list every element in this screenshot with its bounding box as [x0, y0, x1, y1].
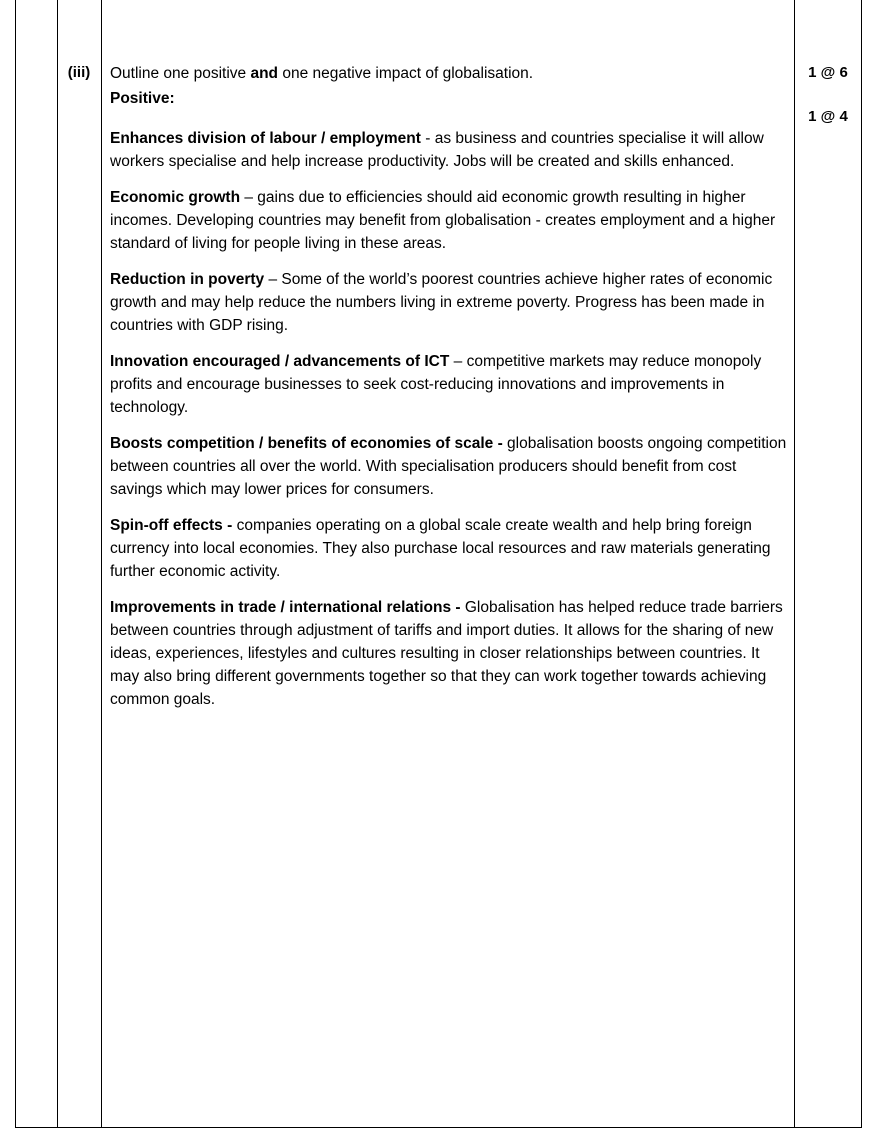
point-body: – gains due to efficiencies should aid economic growth resulting in higher incomes. Developing countries may benefit from globalisation - creates employment and a higher standard of living for people living in these areas.: [110, 189, 776, 252]
point-title: Boosts competition / benefits of economies of scale -: [110, 435, 503, 452]
table-border-right: [861, 0, 862, 1128]
point-innovation: [110, 350, 790, 419]
mark-allocation-1: 1 @ 6: [808, 64, 848, 81]
point-economic-growth: [110, 186, 790, 255]
point-body: – competitive markets may reduce monopoly profits and encourage businesses to seek cost-reducing innovations and improvements in technology.: [110, 353, 762, 416]
point-spin-off-effects: [110, 514, 790, 583]
mark-allocation-2: 1 @ 4: [808, 108, 848, 125]
point-trade-relations: [110, 596, 790, 711]
question-text: [110, 62, 790, 85]
point-body: companies operating on a global scale create wealth and help bring foreign currency into local economies. They also purchase local resources and raw materials generating further economic activity.: [110, 517, 771, 580]
table-divider-content: [101, 0, 102, 1128]
point-body: – Some of the world’s poorest countries achieve higher rates of economic growth and may help reduce the numbers living in extreme poverty. Progress has been made in countries with GDP rising.: [110, 271, 773, 334]
point-division-of-labour: [110, 127, 790, 173]
positive-heading: Positive:: [110, 90, 175, 107]
point-body: - as business and countries specialise it will allow workers specialise and help increase productivity. Jobs will be created and skills enhanced.: [110, 130, 764, 170]
table-border-bottom: [15, 1127, 862, 1128]
table-divider-number: [57, 0, 58, 1128]
point-title: Spin-off effects -: [110, 517, 233, 534]
answer-content: [110, 62, 790, 724]
table-border-left: [15, 0, 16, 1128]
question-number: (iii): [67, 64, 91, 81]
point-competition: [110, 432, 790, 501]
question-text-pre: Outline one positive: [110, 65, 251, 82]
question-text-post: one negative impact of globalisation.: [278, 65, 534, 82]
point-body: globalisation boosts ongoing competition between countries all over the world. With specialisation producers should benefit from cost savings which may lower prices for consumers.: [110, 435, 787, 498]
point-reduction-in-poverty: [110, 268, 790, 337]
point-body: Globalisation has helped reduce trade barriers between countries through adjustment of tariffs and import duties. It allows for the sharing of new ideas, experiences, lifestyles and cultures resulting in closer relationships between countries. It may also bring different governments together so that they can work together towards achieving common goals.: [110, 599, 783, 708]
question-text-bold: and: [250, 65, 279, 82]
point-title: Enhances division of labour / employment: [110, 130, 421, 147]
point-title: Improvements in trade / international relations -: [110, 599, 461, 616]
table-divider-marks: [794, 0, 795, 1128]
point-title: Reduction in poverty: [110, 271, 265, 288]
point-title: Innovation encouraged / advancements of ICT: [110, 353, 450, 370]
point-title: Economic growth: [110, 189, 241, 206]
